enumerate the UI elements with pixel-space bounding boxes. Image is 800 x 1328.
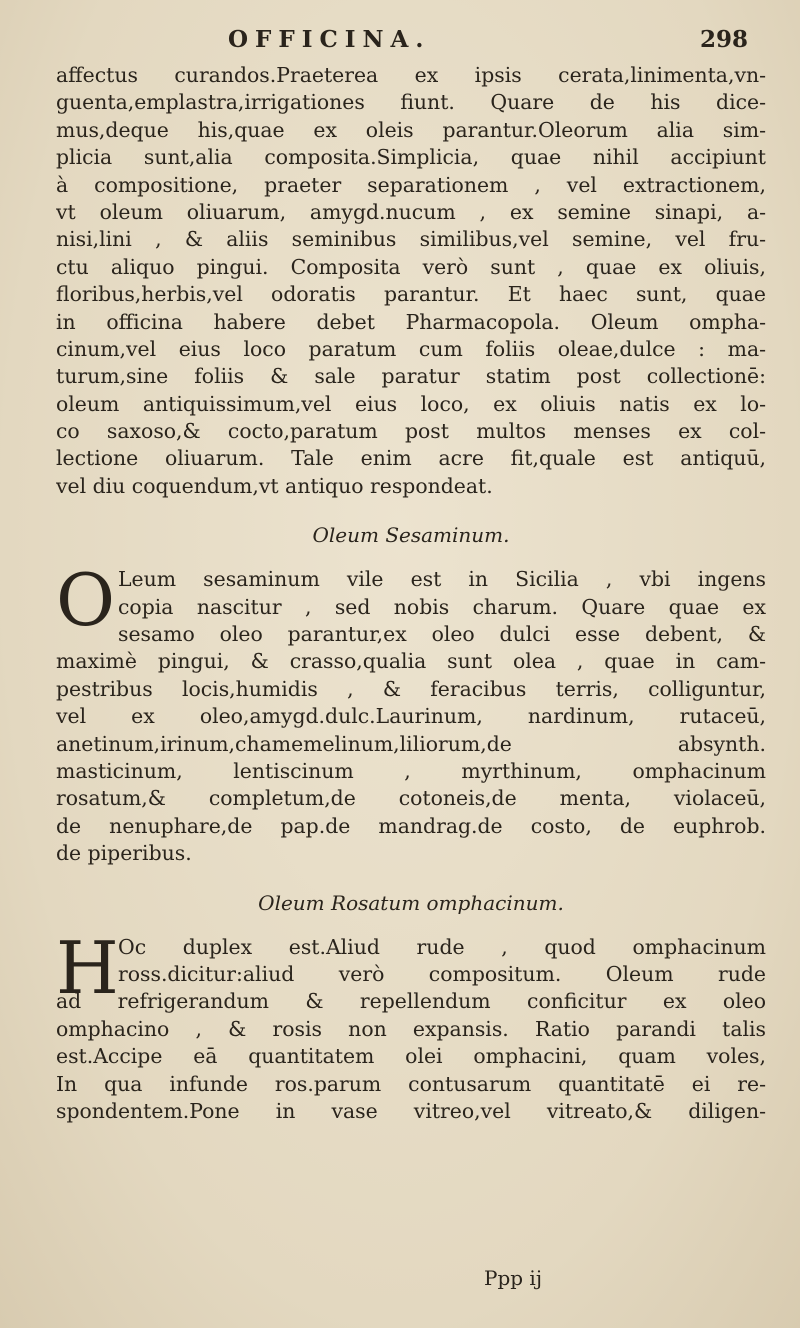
section-heading: Oleum Rosatum omphacinum.	[258, 890, 564, 915]
text-line: copia nascitur , sed nobis charum. Quare quae ex	[118, 594, 766, 619]
text-line: est.Accipe eā quantitatem olei omphacini, quam voles,	[56, 1044, 766, 1069]
text-line: à compositione, praeter separationem , vel extractionem,	[56, 172, 766, 197]
drop-cap: O	[56, 558, 116, 643]
catchword: Ppp ij	[484, 1266, 543, 1290]
text-line: mus,deque his,quae ex oleis parantur.Oleorum alia sim-	[56, 117, 766, 142]
text-line: lectione oliuarum. Tale enim acre fit,quale est antiquū,	[56, 446, 766, 471]
text-line: plicia sunt,alia composita.Simplicia, quae nihil accipiunt	[56, 145, 766, 170]
paragraph-1	[56, 62, 766, 500]
page-number: 298	[700, 26, 749, 53]
text-line: pestribus locis,humidis , & feracibus terris, colliguntur,	[56, 676, 766, 701]
text-line: Leum sesaminum vile est in Sicilia , vbi ingens	[118, 567, 766, 592]
text-line: omphacino , & rosis non expansis. Ratio parandi talis	[56, 1016, 766, 1041]
text-line: rosatum,& completum,de cotoneis,de menta, violaceū,	[56, 786, 766, 811]
text-line: turum,sine foliis & sale paratur statim post collectionē:	[56, 364, 766, 389]
text-line: floribus,herbis,vel odoratis parantur. Et haec sunt, quae	[56, 282, 766, 307]
text-line: vel diu coquendum,vt antiquo respondeat.	[56, 473, 493, 498]
text-line: ross.dicitur:aliud verò compositum. Oleum rude	[118, 961, 766, 986]
text-line: ctu aliquo pingui. Composita verò sunt , quae ex oliuis,	[56, 254, 766, 279]
text-line: de piperibus.	[56, 841, 192, 866]
text-line: sesamo oleo parantur,ex oleo dulci esse debent, &	[118, 622, 766, 647]
text-line: affectus curandos.Praeterea ex ipsis cerata,linimenta,vn-	[56, 63, 766, 87]
page-header	[0, 26, 800, 56]
text-body	[56, 62, 766, 1125]
text-line: ad refrigerandum & repellendum conficitur ex oleo	[56, 989, 766, 1014]
text-line: masticinum, lentiscinum , myrthinum, omphacinum	[56, 758, 766, 783]
text-line: co saxoso,& cocto,paratum post multos menses ex col-	[56, 419, 766, 444]
paragraph-2	[56, 558, 766, 867]
paragraph-3	[56, 925, 766, 1126]
text-line: Oc duplex est.Aliud rude , quod omphacinum	[118, 934, 766, 959]
text-line: nisi,lini , & aliis seminibus similibus,vel semine, vel fru-	[56, 227, 766, 252]
section-heading: Oleum Sesaminum.	[312, 523, 510, 548]
drop-cap: H	[56, 925, 119, 1010]
text-line: In qua infunde ros.parum contusarum quantitatē ei re-	[56, 1071, 766, 1096]
text-line: cinum,vel eius loco paratum cum foliis oleae,dulce : ma-	[56, 336, 766, 361]
text-line: vel ex oleo,amygd.dulc.Laurinum, nardinum, rutaceū,	[56, 704, 766, 729]
text-line: spondentem.Pone in vase vitreo,vel vitreato,& diligen-	[56, 1098, 766, 1123]
text-line: guenta,emplastra,irrigationes fiunt. Quare de his dice-	[56, 90, 766, 115]
text-line: de nenuphare,de pap.de mandrag.de costo, de euphrob.	[56, 813, 766, 838]
text-line: vt oleum oliuarum, amygd.nucum , ex semine sinapi, a-	[56, 199, 766, 224]
text-line: in officina habere debet Pharmacopola. Oleum ompha-	[56, 309, 766, 334]
text-line: oleum antiquissimum,vel eius loco, ex oliuis natis ex lo-	[56, 391, 766, 416]
text-line: maximè pingui, & crasso,qualia sunt olea , quae in cam-	[56, 649, 766, 674]
running-title: OFFICINA.	[228, 26, 431, 53]
text-line: anetinum,irinum,chamemelinum,liliorum,de absynth.	[56, 731, 766, 756]
